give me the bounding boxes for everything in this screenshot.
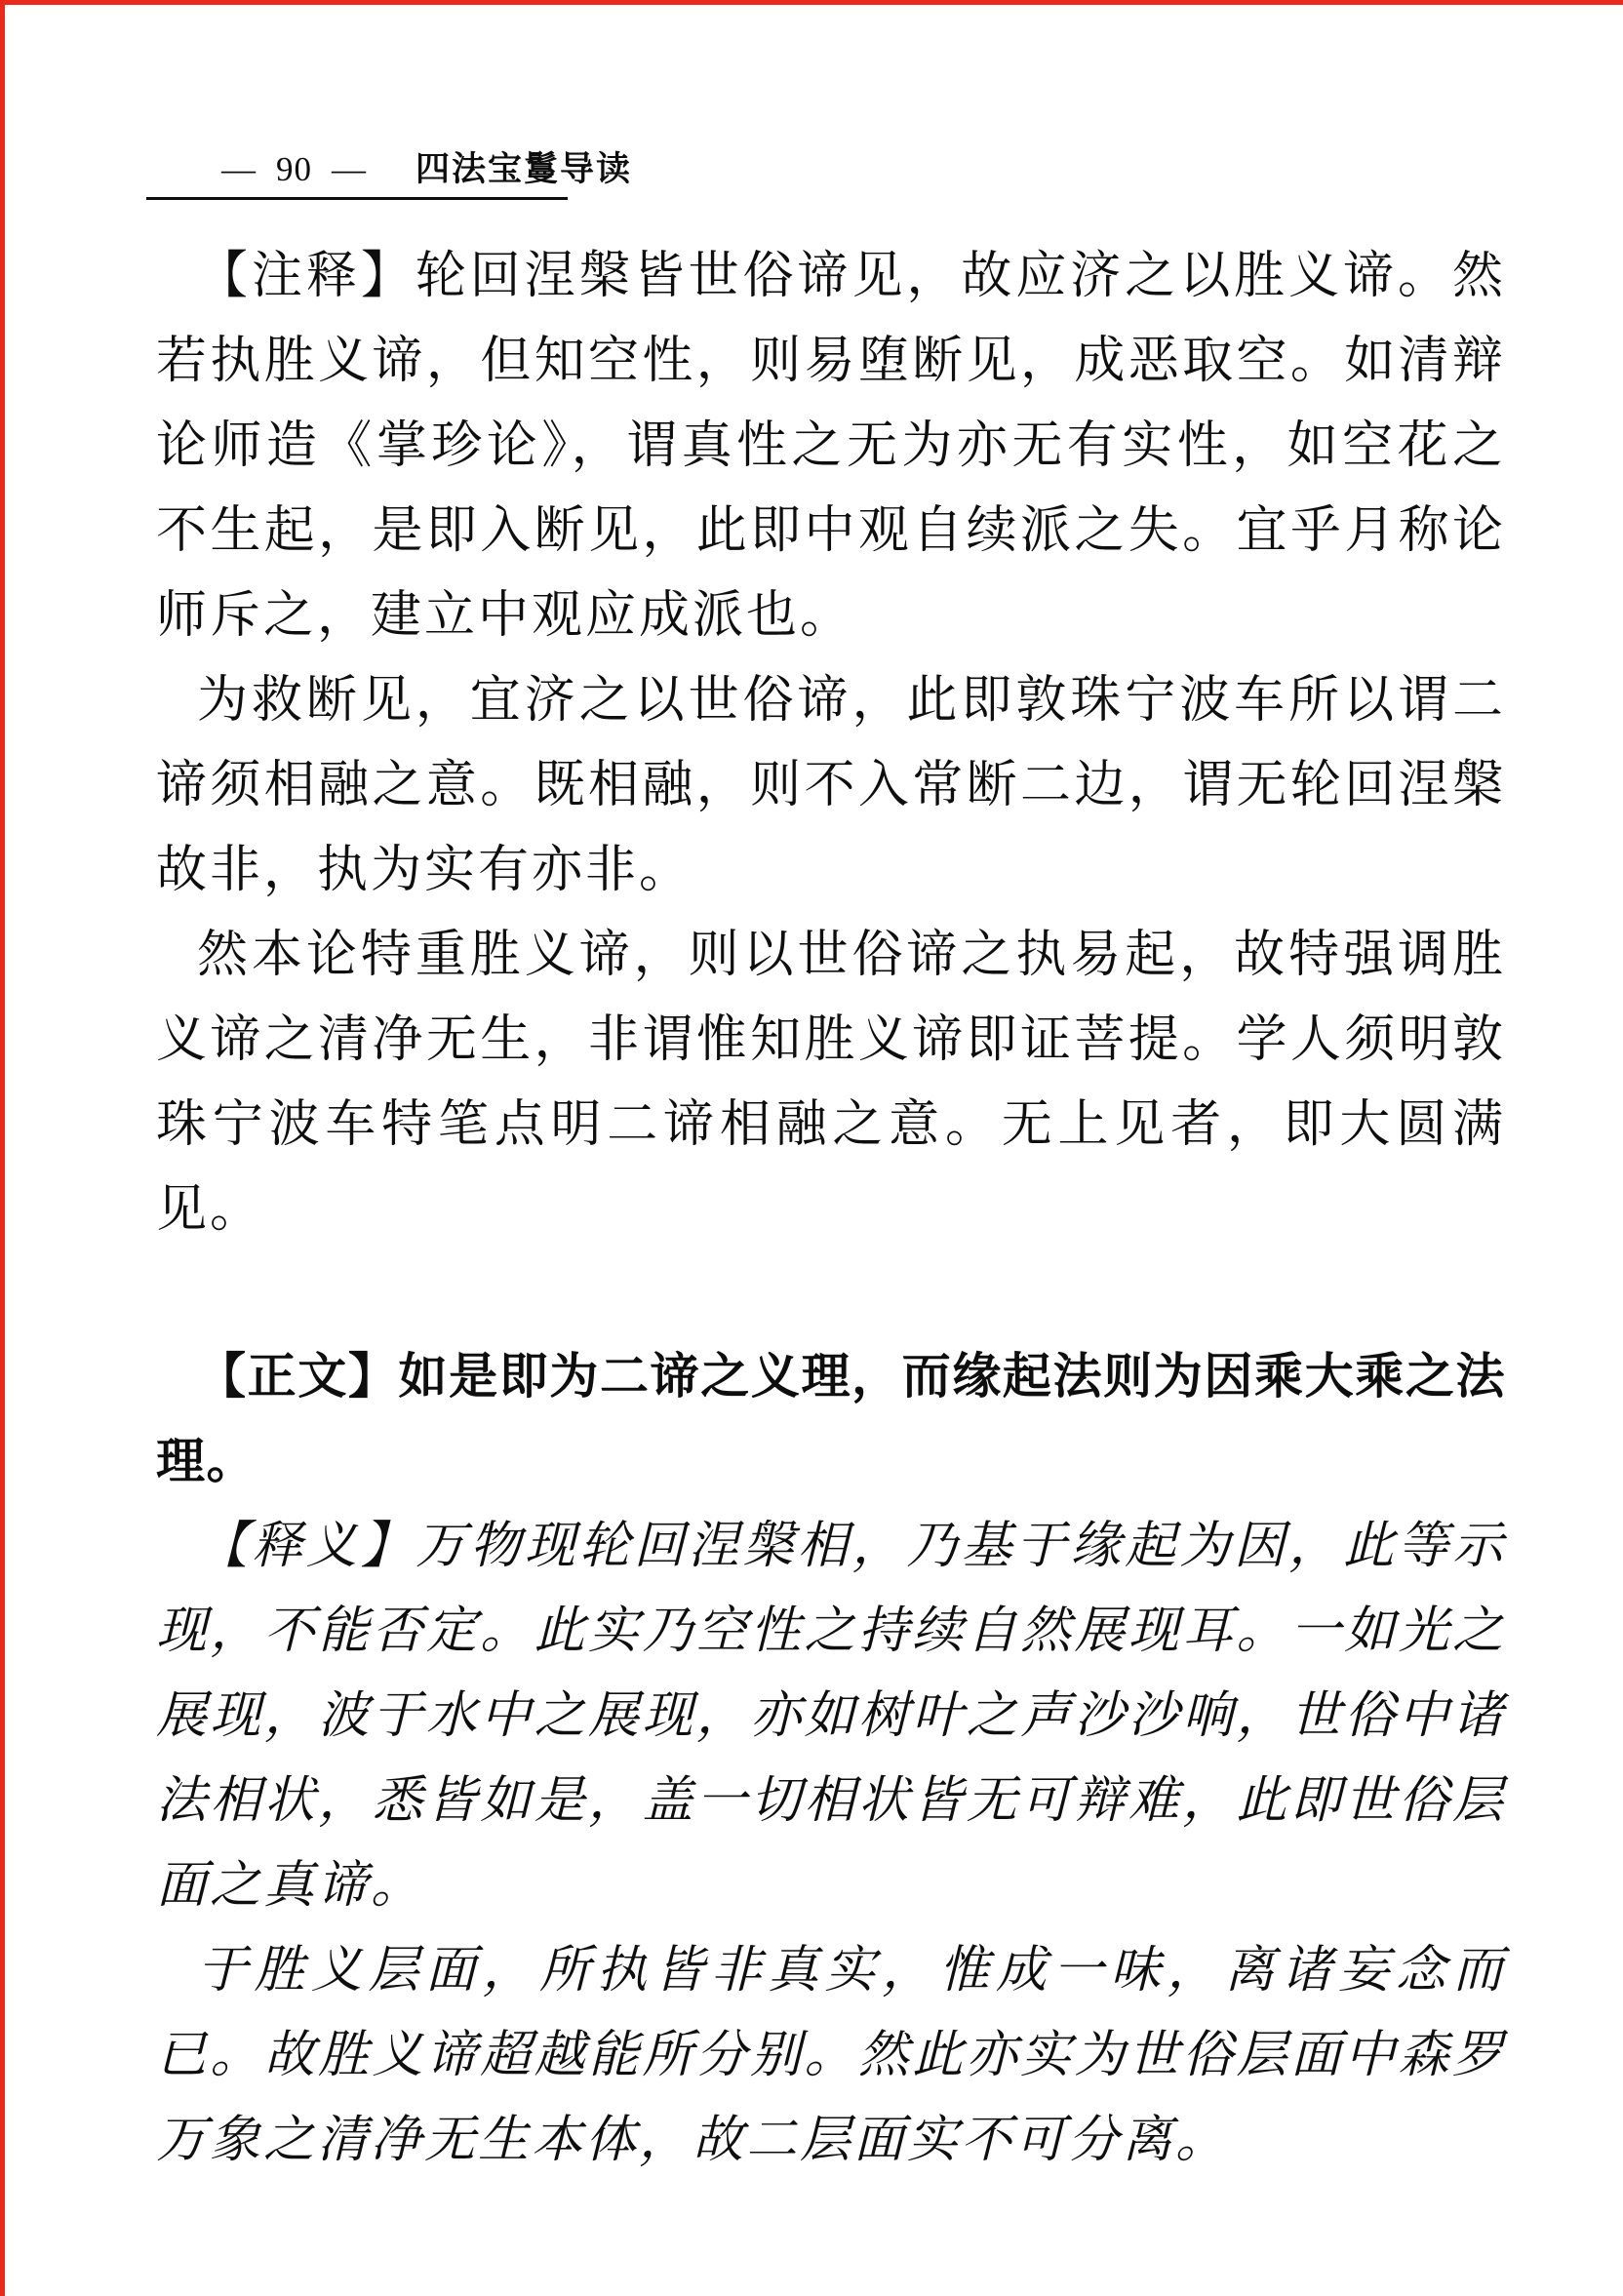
scan-edge-marker-left	[0, 0, 5, 2296]
running-head	[208, 142, 632, 191]
paragraph-zhushi: 【注释】轮回涅槃皆世俗谛见，故应济之以胜义谛。然若执胜义谛，但知空性，则易堕断见，成恶取空。如清辩论师造《掌珍论》，谓真性之无为亦无有实性，如空花之不生起，是即入断见，此即中观自续派之失。宜乎月称论师斥之，建立中观应成派也。	[156, 249, 1506, 644]
header-dash-left: —	[221, 150, 257, 188]
page-body	[156, 234, 1506, 2183]
paragraph-zhengwen: 【正文】如是即为二谛之义理，而缘起法则为因乘大乘之法理。	[156, 1349, 1506, 1488]
paragraph-jiu-duanjian: 为救断见，宜济之以世俗谛，此即敦珠宁波车所以谓二谛须相融之意。既相融，则不入常断二边，谓无轮回涅槃故非，执为实有亦非。	[156, 673, 1506, 898]
book-title: 四法宝鬘导读	[416, 150, 633, 188]
header-rule	[146, 197, 568, 200]
page-number: 90	[276, 150, 312, 188]
header-dash-right: —	[332, 150, 367, 188]
paragraph-shiyi: 【释义】万物现轮回涅槃相，乃基于缘起为因，此等示现，不能否定。此实乃空性之持续自然展现耳。一如光之展现，波于水中之展现，亦如树叶之声沙沙响，世俗中诸法相状，悉皆如是，盖一切相状皆无可辩难，此即世俗层面之真谛。	[156, 1519, 1506, 1914]
paragraph-benlun-tezhong: 然本论特重胜义谛，则以世俗谛之执易起，故特强调胜义谛之清净无生，非谓惟知胜义谛即证菩提。学人须明敦珠宁波车特笔点明二谛相融之意。无上见者，即大圆满见。	[156, 928, 1506, 1238]
paragraph-shengyi-level: 于胜义层面，所执皆非真实，惟成一味，离诸妄念而已。故胜义谛超越能所分别。然此亦实为世俗层面中森罗万象之清净无生本体，故二层面实不可分离。	[156, 1943, 1506, 2168]
scan-edge-marker-top	[0, 0, 1623, 5]
